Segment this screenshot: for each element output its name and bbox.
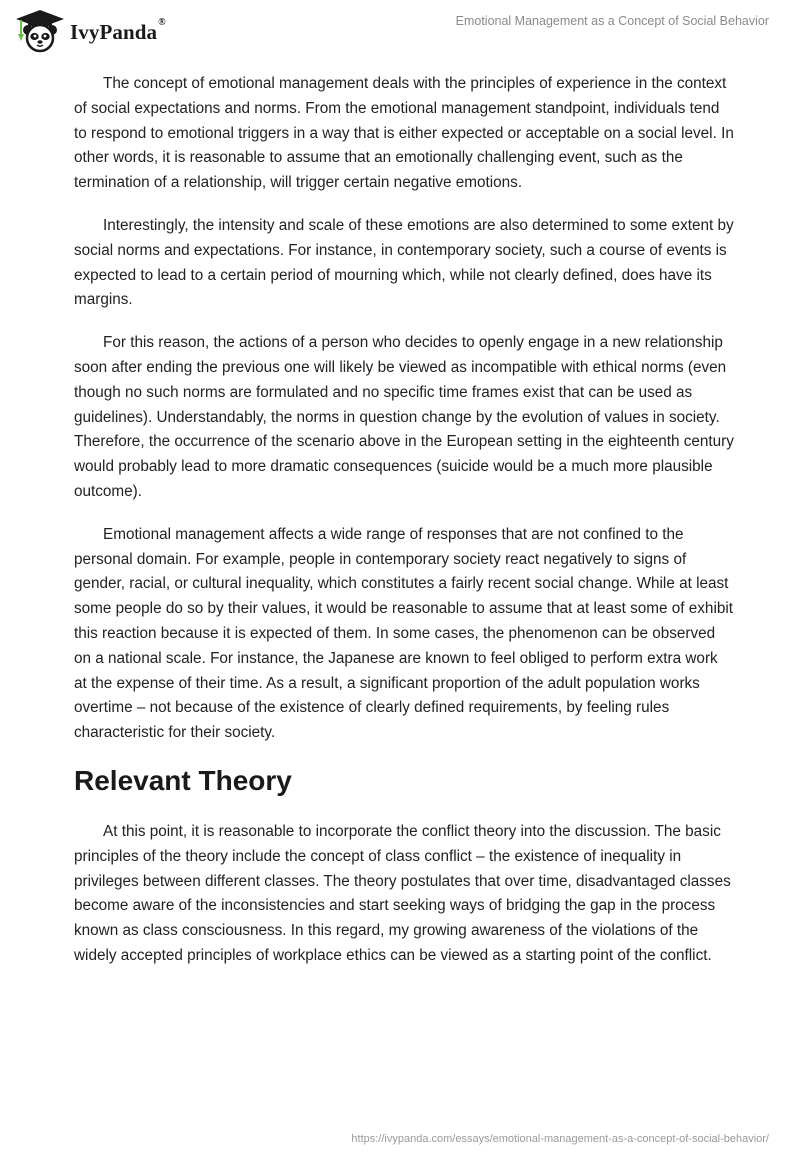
- body-paragraph-5: At this point, it is reasonable to incorporate the conflict theory into the discussion. The basic principles of the theory include the concept of class conflict – the existence of inequality in privileges between different classes. The theory postulates that over time, disadvantaged classes become aware of the inconsistencies and start seeking ways of bridging the gap in the process known as class consciousness. In this regard, my growing awareness of the violations of the widely accepted principles of workplace ethics can be viewed as a starting point of the conflict.: [74, 822, 731, 964]
- body-paragraph-2: Interestingly, the intensity and scale of these emotions are also determined to some extent by social norms and expectations. For instance, in contemporary society, such a course of events is expected to lead to a certain period of mourning which, while not clearly defined, does have its margins.: [74, 216, 734, 309]
- source-url[interactable]: https://ivypanda.com/essays/emotional-management-as-a-concept-of-social-behavior/: [351, 1133, 769, 1145]
- essay-body: [74, 72, 734, 987]
- registered-mark: ®: [158, 16, 166, 28]
- ivypanda-logo[interactable]: [14, 8, 166, 54]
- body-paragraph-4: Emotional management affects a wide range of responses that are not confined to the personal domain. For example, people in contemporary society react negatively to signs of gender, racial, or cultural inequality, which constitutes a fairly recent social change. While at least some people do so by their values, it would be reasonable to assume that at least some of exhibit this reaction because it is expected of them. In some cases, the phenomenon can be observed on a national scale. For instance, the Japanese are known to feel obliged to perform extra work at the expense of their time. As a result, a significant proportion of the adult population works overtime – not because of the existence of clearly defined requirements, by feeling rules characteristic for their society.: [74, 525, 733, 742]
- body-paragraph-3: For this reason, the actions of a person who decides to openly engage in a new relationship soon after ending the previous one will likely be viewed as incompatible with ethical norms (even though no such norms are formulated and no specific time frames exist that can be used as guidelines). Understandably, the norms in question change by the evolution of values in society. Therefore, the occurrence of the scenario above in the European setting in the eighteenth century would probably lead to more dramatic consequences (suicide would be a much more plausible outcome).: [74, 334, 734, 500]
- page-header: [0, 0, 800, 60]
- section-heading-relevant-theory: Relevant Theory: [74, 764, 292, 796]
- brand-name: IvyPanda®: [70, 16, 166, 44]
- document-title: Emotional Management as a Concept of Social Behavior: [455, 14, 769, 28]
- panda-graduate-icon: [14, 8, 66, 54]
- body-paragraph-1: The concept of emotional management deals with the principles of experience in the context of social expectations and norms. From the emotional management standpoint, individuals tend to respond to emotional triggers in a way that is either expected or acceptable on a social level. In other words, it is reasonable to assume that an emotionally challenging event, such as the termination of a relationship, will trigger certain negative emotions.: [74, 75, 734, 192]
